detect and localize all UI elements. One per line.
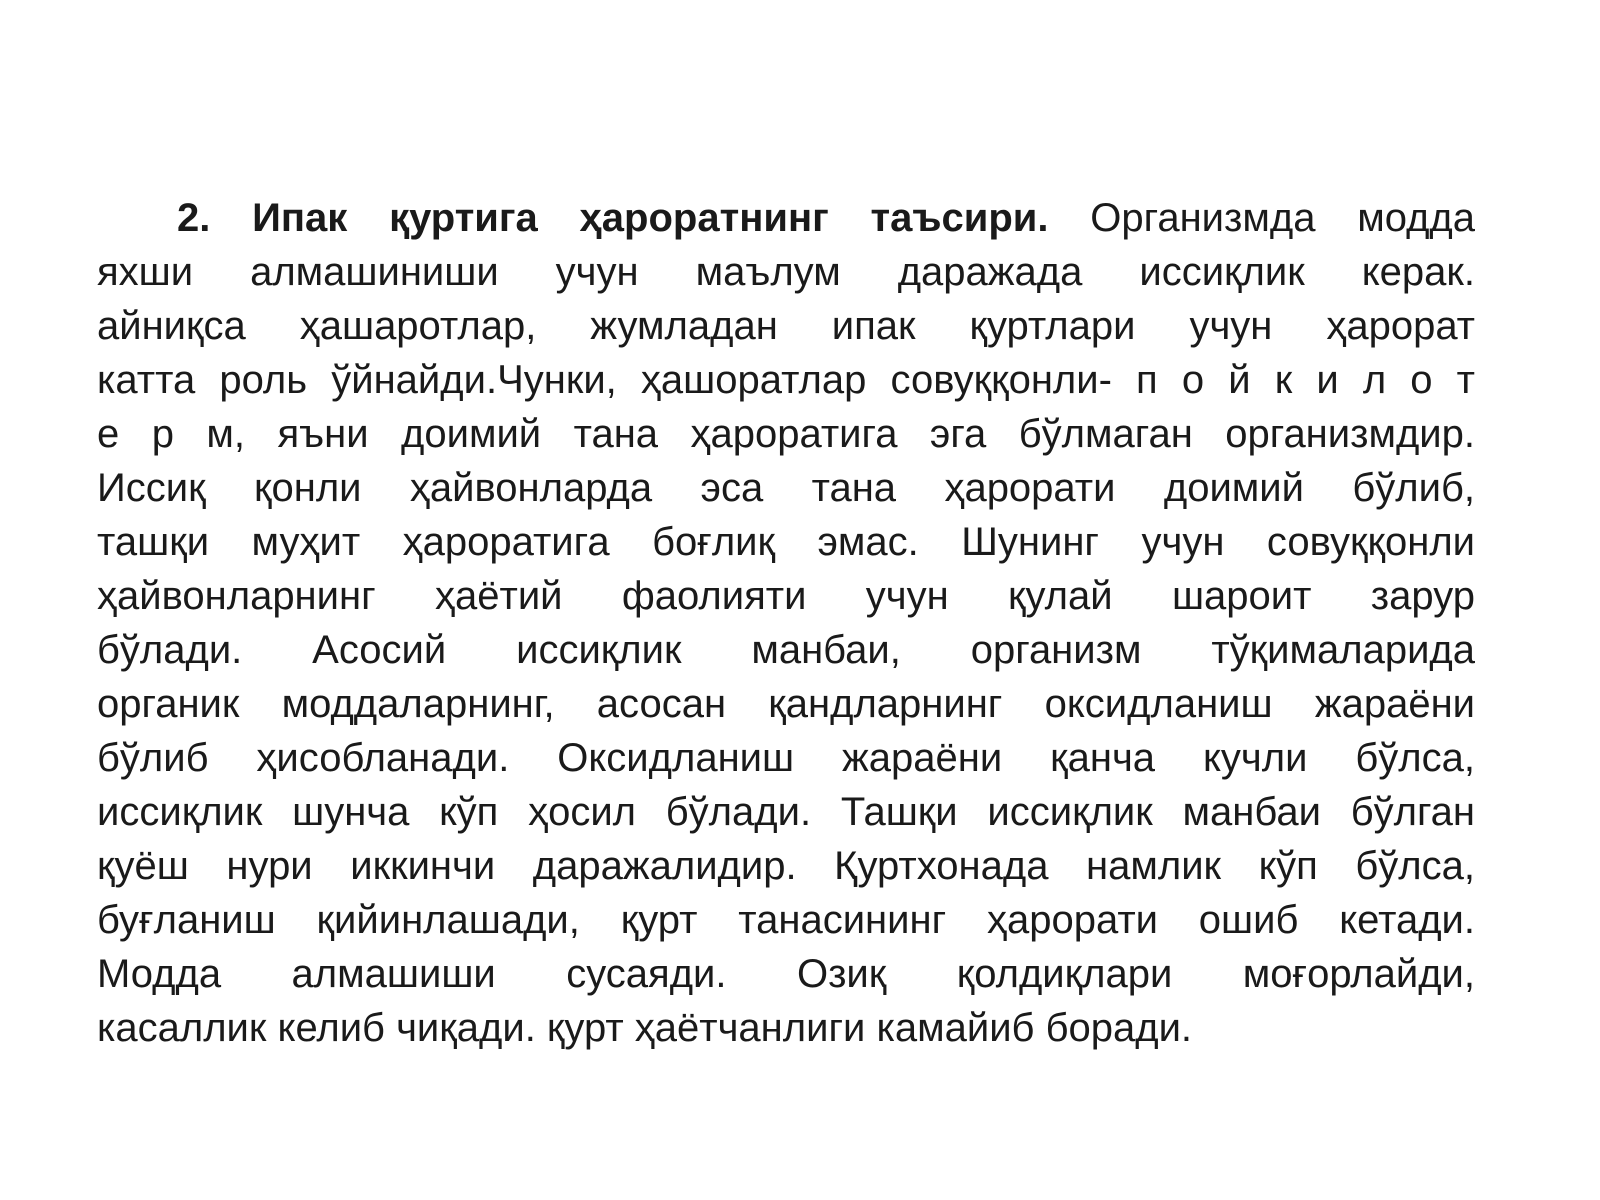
paragraph-line: органик моддаларнинг, асосан қандларнинг оксидланиш жараёни (97, 682, 1475, 726)
section-heading: 2. Ипак қуртига ҳароратнинг таъсири. (177, 196, 1049, 240)
paragraph-line: айниқса ҳашаротлар, жумладан ипак қуртлари учун ҳарорат (97, 304, 1475, 348)
paragraph-line: қуёш нури иккинчи даражалидир. Қуртхонада намлик кўп бўлса, (97, 844, 1475, 888)
paragraph-line: Модда алмашиши сусаяди. Озиқ қолдиқлари моғорлайди, (97, 952, 1475, 996)
paragraph-line: е р м, яъни доимий тана ҳароратига эга бўлмаган организмдир. (97, 412, 1475, 456)
paragraph-line: иссиқлик шунча кўп ҳосил бўлади. Ташқи иссиқлик манбаи бўлган (97, 790, 1475, 834)
body-paragraph (97, 191, 1475, 1055)
paragraph-line: ҳайвонларнинг ҳаётий фаолияти учун қулай шароит зарур (97, 574, 1475, 618)
paragraph-line (97, 191, 1475, 245)
paragraph-line: бўлади. Асосий иссиқлик манбаи, организм тўқималарида (97, 628, 1475, 672)
paragraph-line: бўлиб ҳисобланади. Оксидланиш жараёни қанча кучли бўлса, (97, 736, 1475, 780)
paragraph-line: яхши алмашиниши учун маълум даражада иссиқлик керак. (97, 250, 1475, 294)
paragraph-line: Иссиқ қонли ҳайвонларда эса тана ҳарорати доимий бўлиб, (97, 466, 1475, 510)
heading-continuation: Организмда модда (1048, 196, 1475, 240)
paragraph-line: катта роль ўйнайди.Чунки, ҳашоратлар совуққонли- п о й к и л о т (97, 358, 1475, 402)
paragraph-line: буғланиш қийинлашади, қурт танасининг ҳарорати ошиб кетади. (97, 898, 1475, 942)
paragraph-line: касаллик келиб чиқади. қурт ҳаётчанлиги камайиб боради. (97, 1006, 1193, 1050)
paragraph-line: ташқи муҳит ҳароратига боғлиқ эмас. Шунинг учун совуққонли (97, 520, 1475, 564)
